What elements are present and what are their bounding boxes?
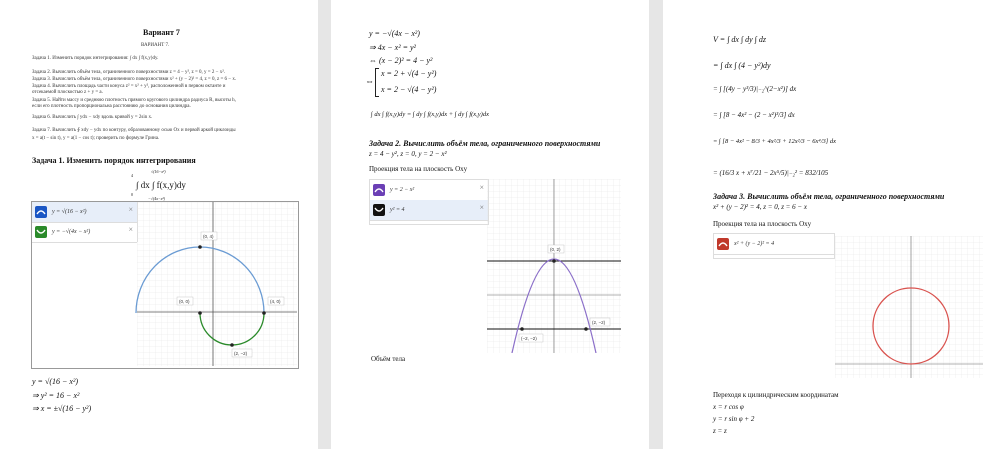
task-line-6: Задача 6. Вычислить ∫ ydx − xdy вдоль кривой y = 2sin x.	[32, 115, 153, 120]
svg-text:(2, −2): (2, −2)	[234, 351, 248, 356]
curve-icon	[717, 238, 729, 250]
task3-equation: x² + (y − 2)² = 4, z = 0, z = 6 − x	[713, 203, 807, 211]
task-line-5: Задача 5. Найти массу и среднюю плотность прямого кругового цилиндра радиуса R, высоты h,	[32, 98, 236, 103]
point-label-2-neg2	[590, 318, 610, 326]
document-page-3	[663, 0, 1000, 449]
close-icon[interactable]: ×	[128, 225, 133, 234]
derivation-line-1: y = √(16 − x²)	[32, 377, 79, 386]
variant-subheading: ВАРИАНТ 7.	[141, 43, 170, 48]
system-line-1: x = 2 + √(4 − y²)	[381, 69, 437, 78]
expression-row-1[interactable]	[370, 180, 488, 201]
volume-line-2: = ∫ dx ∫ (4 − y²)dy	[713, 61, 771, 70]
volume-label: Объём тела	[371, 355, 406, 363]
derivation-line-3: ⇒ x = ±√(16 − y²)	[32, 404, 92, 413]
point-label-0-0	[177, 297, 193, 305]
task1-title: Задача 1. Изменить порядок интегрирования	[32, 156, 196, 165]
task3-title: Задача 3. Вычислить объём тела, ограниченного поверхностями	[713, 192, 945, 201]
expression-row-1[interactable]	[714, 234, 834, 255]
expression-list-2	[369, 179, 489, 225]
task-line-3: Задача 3. Вычислить объём тела, ограниченного поверхностями x² + (y − 2)² = 4, z = 0, z = 6 − x.	[32, 77, 237, 82]
graph-canvas-2[interactable]	[487, 179, 621, 353]
task-line-7: Задача 7. Вычислить ∮ xdy − ydx по контуру, образованному осью Ox и первой аркой циклоиды	[32, 128, 236, 133]
line-2: ⇒ 4x − x² = y²	[369, 43, 416, 52]
svg-text:(0, 4): (0, 4)	[203, 234, 214, 239]
point-label-2-neg2	[232, 349, 252, 357]
task2-equation: z = 4 − y², z = 0, y = 2 − x²	[369, 150, 447, 158]
projection-label: Проекция тела на плоскость Oxy	[369, 165, 468, 173]
svg-text:(−2, −2): (−2, −2)	[521, 336, 537, 341]
system-line-2: x = 2 − √(4 − y²)	[381, 85, 437, 94]
expression-row-2[interactable]	[370, 200, 488, 221]
graph-canvas-3[interactable]	[835, 236, 983, 378]
coord-line-1: x = r cos φ	[713, 403, 744, 411]
expression-list-3	[713, 233, 835, 259]
close-icon[interactable]: ×	[479, 183, 484, 192]
expression-label: y = 2 − x²	[390, 187, 415, 193]
point-label-0-4	[201, 232, 217, 240]
task-line-4: Задача 4. Вычислить площадь части конуса z² = x² + y², расположенной в первом октанте и	[32, 84, 226, 89]
change-order-result: ∫ dx ∫ f(x,y)dy = ∫ dy ∫ f(x,y)dx + ∫ dy ∫ f(x,y)dx	[371, 111, 489, 118]
volume-line-5: = ∫ [8 − 4x² − 8/3 + 4x²/3 + 12x²/3 − 6x⁴/3] dx	[713, 138, 837, 145]
projection-label: Проекция тела на плоскость Oxy	[713, 220, 812, 228]
expression-label: y = √(16 − x²)	[52, 209, 87, 215]
svg-text:(4, 0): (4, 0)	[270, 299, 281, 304]
svg-text:(2, −2): (2, −2)	[592, 320, 606, 325]
volume-line-4: = ∫ [8 − 4x² − (2 − x²)³/3] dx	[713, 111, 795, 119]
curve-icon	[373, 204, 385, 216]
close-icon[interactable]: ×	[128, 205, 133, 214]
svg-text:(0, 0): (0, 0)	[179, 299, 190, 304]
volume-result: = (16/3 x + x⁷/21 − 2x⁵/5)|₋₂² = 832/105	[713, 169, 829, 177]
expression-label: y = −√(4x − x²)	[52, 229, 91, 235]
document-page-1	[0, 0, 318, 449]
coord-line-2: y = r sin φ + 2	[713, 415, 755, 423]
inner-upper: √(16−x²)	[151, 169, 166, 174]
volume-line-1: V = ∫ dx ∫ dy ∫ dz	[713, 35, 766, 44]
equivalence-sign: ⇔	[365, 76, 374, 86]
svg-text:(0, 2): (0, 2)	[550, 247, 561, 252]
volume-line-3: = ∫ [(4y − y³/3)|₋₂^(2−x²)] dx	[713, 85, 797, 93]
curve-icon	[373, 184, 385, 196]
line-1: y = −√(4x − x²)	[369, 29, 420, 38]
document-page-2	[331, 0, 649, 449]
point-label-4-0	[268, 297, 284, 305]
integral-upper: 4	[131, 173, 133, 178]
point-label-neg2-neg2	[519, 334, 543, 342]
task-line-4b: отсекаемой плоскостью z + y = a.	[32, 90, 103, 95]
derivation-line-2: ⇒ y² = 16 − x²	[32, 391, 80, 400]
task-line-1: Задача 1. Изменить порядок интегрирования: ∫ dx ∫ f(x,y)dy.	[32, 56, 159, 61]
inner-lower: −√(4x−x²)	[148, 196, 166, 201]
expression-label: y² = 4	[390, 207, 405, 213]
system-bracket	[375, 68, 379, 97]
close-icon[interactable]: ×	[479, 203, 484, 212]
task1-integral: ∫ dx ∫ f(x,y)dy	[136, 180, 186, 190]
expression-label: x² + (y − 2)² = 4	[734, 241, 775, 247]
task-line-5b: если его плотность пропорциональна расстоянию до основания цилиндра.	[32, 104, 191, 109]
task-line-2: Задача 2. Вычислить объём тела, ограниченного поверхностями z = 4 − y², z = 0, y = 2 − x².	[32, 70, 225, 75]
variant-heading: Вариант 7	[143, 28, 180, 37]
line-3: ⇔ (x − 2)² = 4 − y²	[369, 56, 433, 65]
task2-title: Задача 2. Вычислить объём тела, ограниченного поверхностями	[369, 139, 601, 148]
task-line-7b: x = a(t − sin t), y = a(1 − cos t); проверить по формуле Грина.	[32, 136, 160, 141]
point-label-0-2	[548, 245, 564, 253]
integral-lower: 0	[131, 192, 133, 197]
coord-line-3: z = z	[713, 427, 727, 435]
transition-text: Переходя к цилиндрическим координатам	[713, 391, 839, 399]
